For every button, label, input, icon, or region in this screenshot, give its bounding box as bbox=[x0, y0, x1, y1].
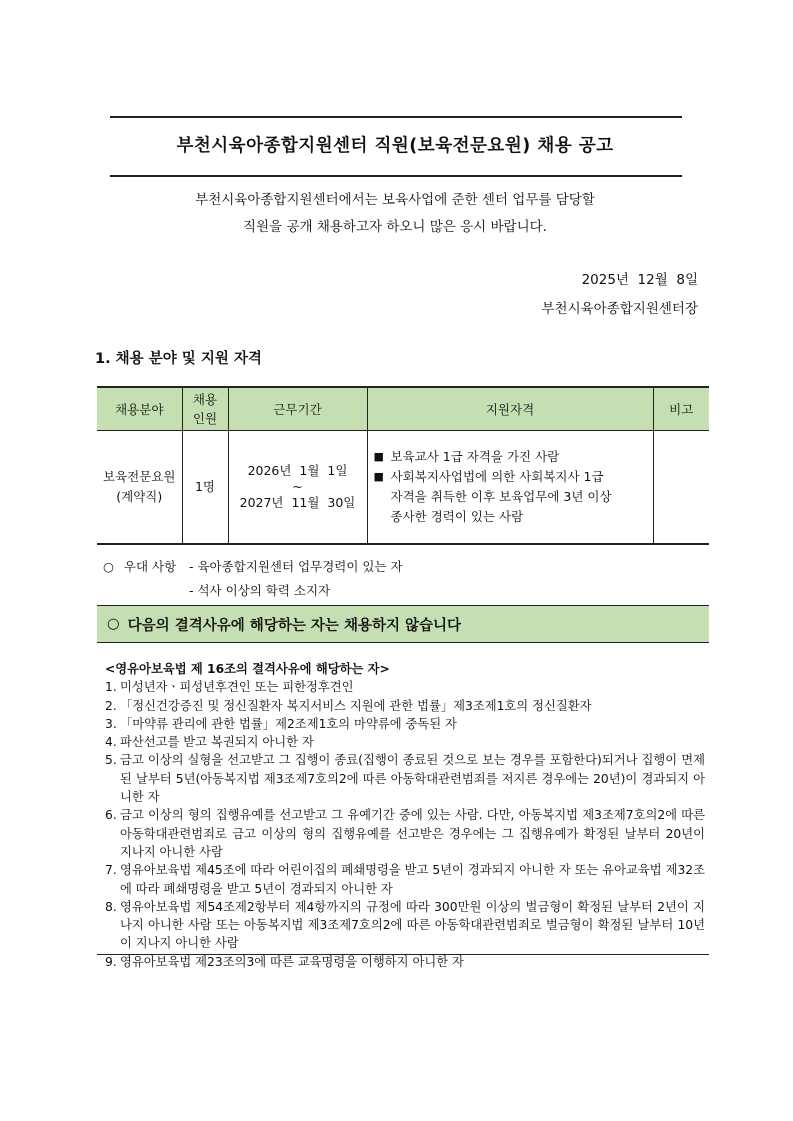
header-field: 채용분야 bbox=[97, 387, 182, 431]
table-row bbox=[97, 431, 709, 545]
qualification-text-2c: 종사한 경력이 있는 사람 bbox=[390, 509, 524, 524]
item-number: 2. bbox=[105, 698, 117, 713]
page-title: 부천시육아종합지원센터 직원(보육전문요원) 채용 공고 bbox=[176, 136, 614, 156]
header-period: 근무기간 bbox=[228, 387, 367, 431]
header-note: 비고 bbox=[653, 387, 709, 431]
disqualification-heading: <영유아보육법 제 16조의 결격사유에 해당하는 자> bbox=[105, 662, 390, 676]
qualification-item-2 bbox=[374, 467, 647, 487]
disqualification-list bbox=[105, 660, 705, 971]
square-bullet-icon: ■ bbox=[373, 470, 384, 483]
item-number: 1. bbox=[105, 680, 117, 695]
cell-qualification bbox=[367, 431, 653, 545]
list-item bbox=[105, 861, 705, 898]
item-text: 금고 이상의 형의 집행유예를 선고받고 그 유예기간 중에 있는 사람. 다만, 아동복지법 제3조제7호의2에 따른 아동학대관련범죄로 금고 이상의 형의 집행유예를 선고받은 경우에는 그 집행유예가 확정된 날부터 20년이 지나지 아니한 사람 bbox=[120, 808, 705, 859]
circle-bullet-icon: ○ bbox=[107, 616, 120, 632]
title-top-rule bbox=[110, 116, 682, 118]
item-number: 5. bbox=[105, 753, 117, 768]
header-qualification: 지원자격 bbox=[367, 387, 653, 431]
qualification-item-1 bbox=[374, 447, 647, 467]
cell-period bbox=[228, 431, 367, 545]
list-item bbox=[105, 678, 705, 696]
section-1-heading: 1. 채용 분야 및 지원 자격 bbox=[95, 351, 262, 367]
field-line-1: 보육전문요원 bbox=[103, 469, 176, 484]
list-item bbox=[105, 733, 705, 751]
intro-line-2: 직원을 공개 채용하고자 하오니 많은 응시 바랍니다. bbox=[243, 219, 547, 235]
item-text: 「정신건강증진 및 정신질환자 복지서비스 지원에 관한 법률」제3조제1호의 정신질환자 bbox=[120, 698, 592, 713]
header-count-line-2: 인원 bbox=[192, 411, 218, 426]
title-bottom-rule bbox=[110, 175, 682, 177]
qualification-text-2a: 사회복지사업법에 의한 사회복지사 1급 bbox=[390, 469, 604, 484]
header-count bbox=[182, 387, 228, 431]
period-end: 2027년 11월 30일 bbox=[239, 495, 356, 510]
list-item bbox=[105, 898, 705, 953]
item-number: 4. bbox=[105, 735, 117, 750]
qualification-text-1: 보육교사 1급 자격을 가진 사람 bbox=[390, 449, 560, 464]
item-text: 영유아보육법 제23조의3에 따른 교육명령을 이행하지 아니한 자 bbox=[120, 954, 464, 969]
item-text: 미성년자ㆍ피성년후견인 또는 피한정후견인 bbox=[120, 680, 354, 695]
bottom-rule bbox=[97, 954, 709, 955]
preference-item-1: - 육아종합지원센터 업무경력이 있는 자 bbox=[189, 559, 403, 574]
square-bullet-icon: ■ bbox=[373, 450, 384, 463]
item-text: 「마약류 관리에 관한 법률」제2조제1호의 마약류에 중독된 자 bbox=[120, 716, 457, 731]
period-start: 2026년 1월 1일 bbox=[247, 463, 348, 478]
period-separator: ~ bbox=[292, 479, 303, 494]
list-item bbox=[105, 953, 705, 971]
item-text: 영유아보육법 제45조에 따라 어린이집의 폐쇄명령을 받고 5년이 경과되지 아니한 자 또는 유아교육법 제32조에 따라 폐쇄명령을 받고 5년이 경과되지 아니한 자 bbox=[120, 863, 705, 896]
list-item bbox=[105, 751, 705, 806]
item-number: 6. bbox=[105, 808, 117, 823]
header-count-line-1: 채용 bbox=[192, 392, 218, 407]
item-text: 금고 이상의 실형을 선고받고 그 집행이 종료(집행이 종료된 것으로 보는 경우를 포함한다)되거나 집행이 면제된 날부터 5년(아동복지법 제3조제7호의2에 따른 아동학대관련범죄를 저지른 경우에는 20년)이 경과되지 아니한 자 bbox=[120, 753, 705, 805]
preference-row-1 bbox=[103, 557, 176, 575]
item-text: 파산선고를 받고 복권되지 아니한 자 bbox=[120, 735, 314, 750]
table-header-row bbox=[97, 387, 709, 431]
item-number: 8. bbox=[105, 899, 117, 914]
qualification-text-2b: 자격을 취득한 이후 보육업무에 3년 이상 bbox=[390, 489, 612, 504]
list-item bbox=[105, 715, 705, 733]
recruitment-table bbox=[97, 386, 709, 545]
preference-item-2: - 석사 이상의 학력 소지자 bbox=[189, 583, 331, 598]
item-text: 영유아보육법 제54조제2항부터 제4항까지의 규정에 따라 300만원 이상의 벌금형이 확정된 날부터 2년이 지나지 아니한 사람 또는 아동복지법 제3조제7호의2에 따른 아동학대관련범죄로 벌금형이 확정된 날부터 10년이 지나지 아니한 사람 bbox=[120, 899, 705, 951]
item-number: 7. bbox=[105, 863, 117, 878]
banner-text: 다음의 결격사유에 해당하는 자는 채용하지 않습니다 bbox=[127, 617, 462, 634]
item-number: 9. bbox=[105, 954, 117, 969]
cell-count: 1명 bbox=[182, 431, 228, 545]
disqualification-banner bbox=[97, 605, 709, 643]
circle-bullet-icon: ○ bbox=[103, 559, 114, 574]
item-number: 3. bbox=[105, 716, 117, 731]
cell-field bbox=[97, 431, 182, 545]
preference-label: 우대 사항 bbox=[123, 559, 177, 574]
field-line-2: (계약직) bbox=[116, 489, 163, 504]
issuer: 부천시육아종합지원센터장 bbox=[541, 301, 698, 317]
cell-note bbox=[653, 431, 709, 545]
list-item bbox=[105, 806, 705, 861]
intro-line-1: 부천시육아종합지원센터에서는 보육사업에 준한 센터 업무를 담당할 bbox=[195, 192, 595, 208]
list-item bbox=[105, 697, 705, 715]
announcement-date: 2025년 12월 8일 bbox=[581, 272, 698, 288]
